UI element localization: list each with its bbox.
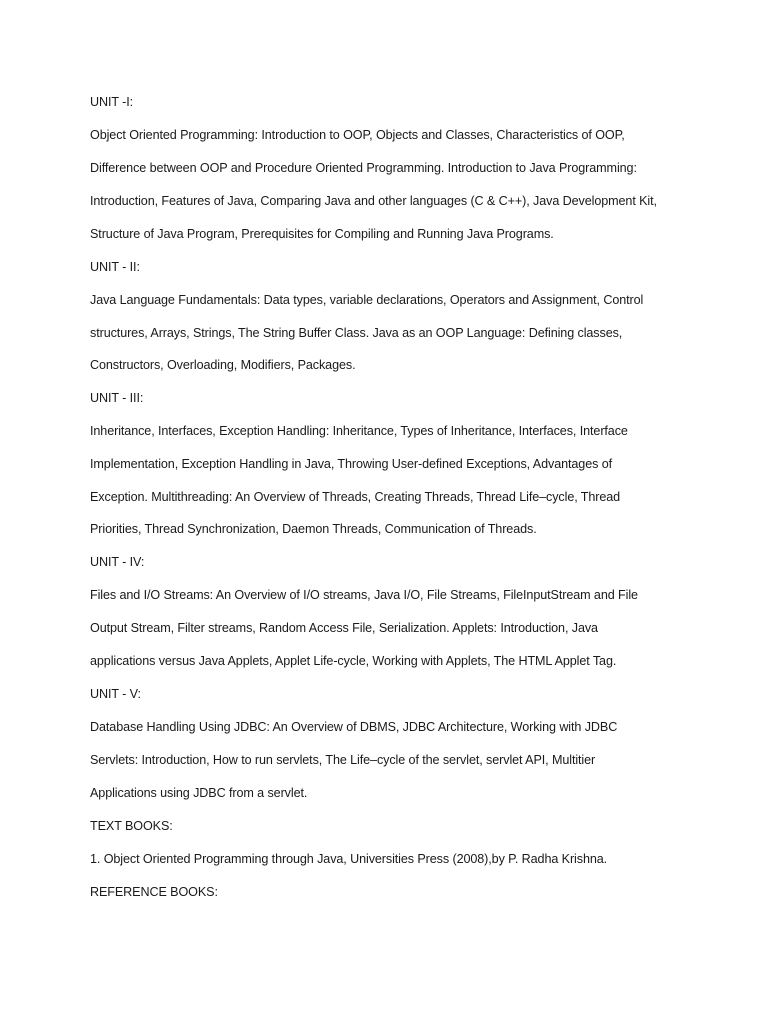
body-text-line: Database Handling Using JDBC: An Overview of DBMS, JDBC Architecture, Working with JDBC <box>90 720 618 734</box>
body-text-line: Priorities, Thread Synchronization, Daemon Threads, Communication of Threads. <box>90 522 537 536</box>
body-text-line: Exception. Multithreading: An Overview of Threads, Creating Threads, Thread Life–cycle, Thread <box>90 490 621 504</box>
body-text-line: Structure of Java Program, Prerequisites for Compiling and Running Java Programs. <box>90 227 554 241</box>
text-books-heading: TEXT BOOKS: <box>90 819 173 833</box>
body-text-line: Implementation, Exception Handling in Java, Throwing User-defined Exceptions, Advantages of <box>90 457 613 471</box>
reference-books-heading: REFERENCE BOOKS: <box>90 885 218 899</box>
unit-1-heading: UNIT -I: <box>90 95 134 109</box>
body-text-line: Difference between OOP and Procedure Oriented Programming. Introduction to Java Programming: <box>90 161 637 175</box>
body-text-line: applications versus Java Applets, Applet Life-cycle, Working with Applets, The HTML Applet Tag. <box>90 654 617 668</box>
text-book-entry: 1. Object Oriented Programming through Java, Universities Press (2008),by P. Radha Krishna. <box>90 852 608 866</box>
body-text-line: Java Language Fundamentals: Data types, variable declarations, Operators and Assignment, Control <box>90 293 644 307</box>
body-text-line: structures, Arrays, Strings, The String Buffer Class. Java as an OOP Language: Defining classes, <box>90 326 623 340</box>
body-text-line: Files and I/O Streams: An Overview of I/O streams, Java I/O, File Streams, FileInputStream and File <box>90 588 638 602</box>
body-text-line: Servlets: Introduction, How to run servlets, The Life–cycle of the servlet, servlet API, Multitier <box>90 753 596 767</box>
body-text-line: Constructors, Overloading, Modifiers, Packages. <box>90 358 356 372</box>
unit-4-heading: UNIT - IV: <box>90 555 145 569</box>
unit-3-heading: UNIT - III: <box>90 391 144 405</box>
unit-2-heading: UNIT - II: <box>90 260 140 274</box>
body-text-line: Applications using JDBC from a servlet. <box>90 786 308 800</box>
body-text-line: Inheritance, Interfaces, Exception Handling: Inheritance, Types of Inheritance, Interfaces, Interface <box>90 424 628 438</box>
body-text-line: Introduction, Features of Java, Comparing Java and other languages (C & C++), Java Development Kit, <box>90 194 657 208</box>
body-text-line: Output Stream, Filter streams, Random Access File, Serialization. Applets: Introduction, Java <box>90 621 598 635</box>
unit-5-heading: UNIT - V: <box>90 687 141 701</box>
body-text-line: Object Oriented Programming: Introduction to OOP, Objects and Classes, Characteristics of OOP, <box>90 128 625 142</box>
